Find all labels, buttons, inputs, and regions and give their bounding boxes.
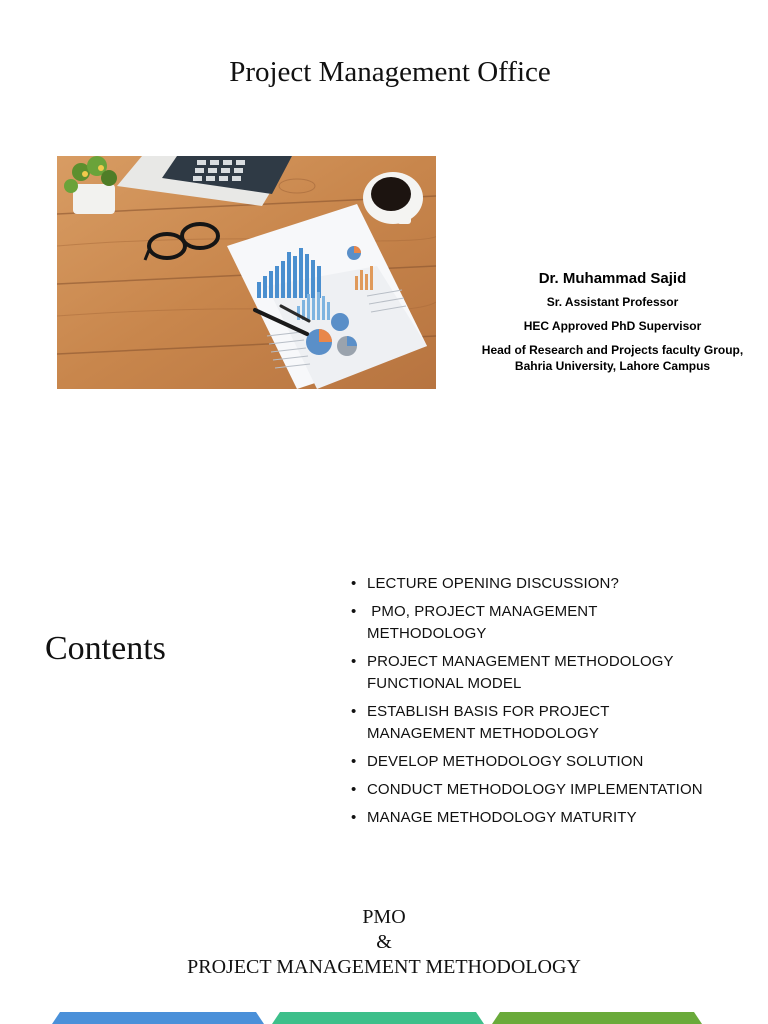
list-item-label: ESTABLISH BASIS FOR PROJECT MANAGEMENT METHODOLOGY — [367, 703, 610, 742]
list-item — [351, 601, 711, 645]
section-title-line1: PMO — [362, 906, 406, 928]
list-item — [351, 701, 711, 745]
list-item-label: PMO, PROJECT MANAGEMENT METHODOLOGY — [367, 603, 602, 642]
list-item — [351, 807, 711, 829]
process-arrow-2 — [272, 1012, 484, 1024]
section-title — [0, 905, 768, 980]
desk-photo — [57, 156, 436, 389]
author-position: Sr. Assistant Professor — [546, 295, 679, 309]
contents-list — [351, 573, 711, 835]
list-item-label: LECTURE OPENING DISCUSSION? — [367, 575, 619, 592]
bullet-icon: • — [351, 703, 357, 720]
list-item-label: MANAGE METHODOLOGY MATURITY — [367, 809, 637, 826]
bullet-icon: • — [351, 753, 357, 770]
bullet-icon: • — [351, 809, 357, 826]
bullet-icon: • — [351, 603, 357, 620]
list-item — [351, 751, 711, 773]
contents-heading: Contents — [45, 630, 166, 667]
section-title-line3: PROJECT MANAGEMENT METHODOLOGY — [187, 956, 581, 978]
bullet-icon: • — [351, 781, 357, 798]
process-arrow-3 — [492, 1012, 702, 1024]
author-name: Dr. Muhammad Sajid — [538, 270, 687, 287]
list-item-label: DEVELOP METHODOLOGY SOLUTION — [367, 753, 644, 770]
list-item-label: CONDUCT METHODOLOGY IMPLEMENTATION — [367, 781, 703, 798]
slide-title: Project Management Office — [229, 56, 551, 88]
list-item — [351, 651, 711, 695]
bullet-icon: • — [351, 575, 357, 592]
author-role-line1: Head of Research and Projects faculty Group, — [481, 343, 744, 357]
list-item-label: PROJECT MANAGEMENT METHODOLOGY FUNCTIONAL MODEL — [367, 653, 674, 692]
author-role-line2: Bahria University, Lahore Campus — [514, 359, 711, 373]
list-item — [351, 573, 711, 595]
author-block — [470, 268, 755, 374]
section-title-line2: & — [376, 931, 392, 953]
process-arrow-1 — [52, 1012, 264, 1024]
author-supervisor: HEC Approved PhD Supervisor — [523, 319, 702, 333]
list-item — [351, 779, 711, 801]
process-arrows — [0, 1010, 768, 1024]
bullet-icon: • — [351, 653, 357, 670]
